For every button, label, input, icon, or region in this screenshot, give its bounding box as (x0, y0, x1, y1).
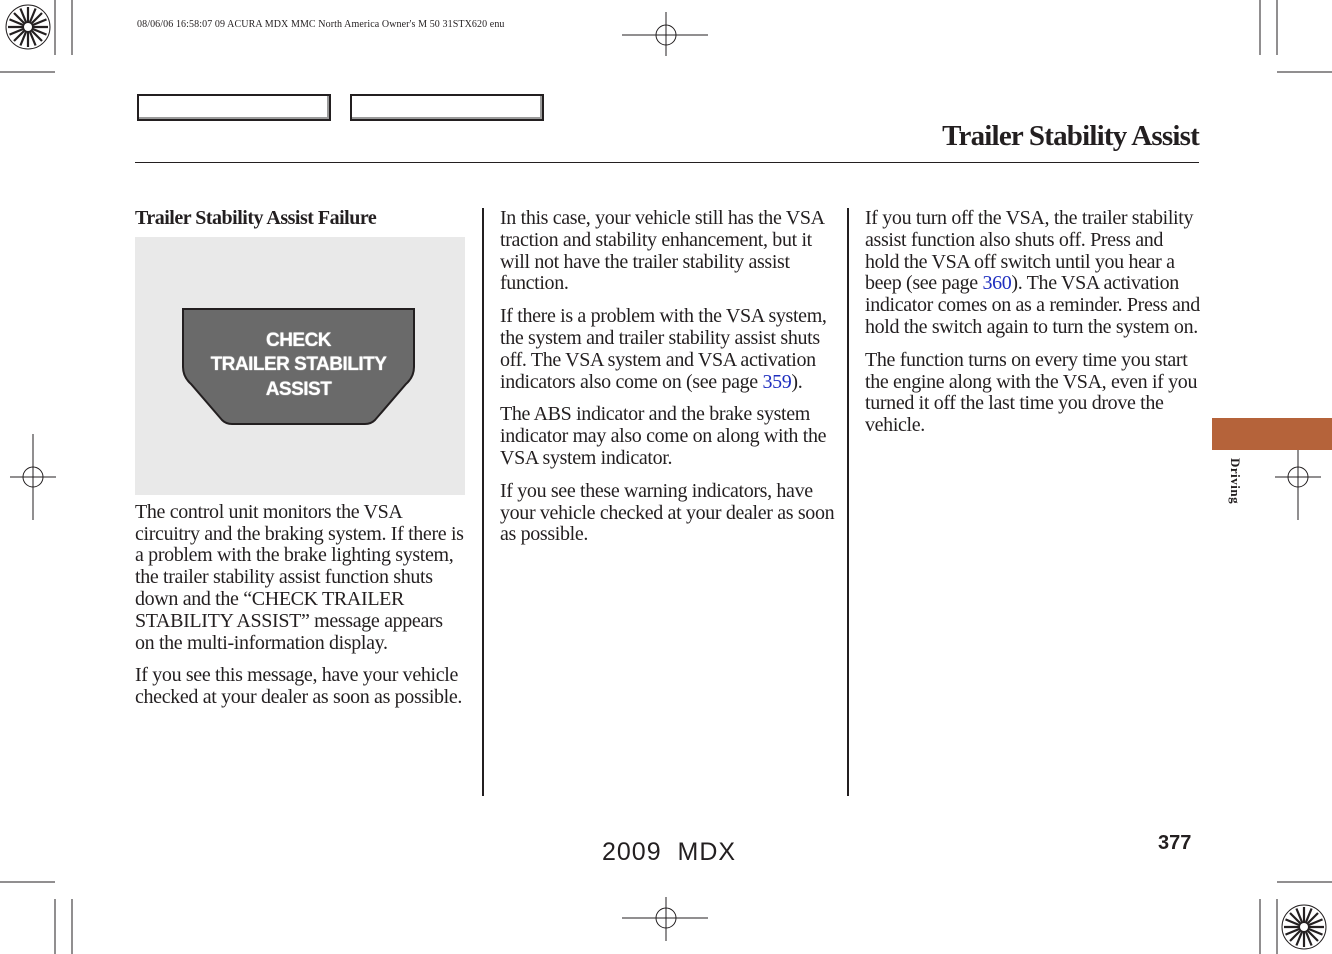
paragraph: If there is a problem with the VSA system, the system and trailer stability assist shuts off. The VSA system and VSA activation indicators also come on (see page 359). (500, 305, 827, 393)
registration-mark-top (622, 12, 708, 56)
starburst-mark-bottom-right (1282, 905, 1326, 949)
page-title: Trailer Stability Assist (942, 120, 1199, 152)
page-number: 377 (1158, 832, 1192, 854)
paragraph: If you see these warning indicators, have your vehicle checked at your dealer as soon as possible. (500, 479, 835, 546)
print-info: 08/06/06 16:58:07 09 ACURA MDX MMC North America Owner's M 50 31STX620 enu (137, 19, 505, 30)
paragraph: In this case, your vehicle still has the VSA traction and stability enhancement, but it will not have the trailer stability assist function. (500, 207, 824, 295)
display-figure (135, 237, 465, 495)
column-2 (500, 208, 836, 557)
paragraph: The ABS indicator and the brake system indicator may also come on along with the VSA system indicator. (500, 403, 827, 469)
display-line-2: TRAILER STABILITY (210, 354, 387, 376)
nav-button-next[interactable] (350, 94, 544, 121)
paragraph: If you see this message, have your vehicle checked at your dealer as soon as possible. (135, 664, 463, 709)
column-1 (135, 208, 465, 720)
starburst-mark-top-left (6, 5, 50, 49)
registration-mark-left (10, 434, 56, 520)
page-link-359[interactable]: 359 (762, 370, 792, 393)
column-divider (482, 208, 484, 796)
display-line-1: CHECK (265, 329, 332, 351)
display-line-3: ASSIST (265, 378, 332, 400)
column-divider (847, 208, 849, 796)
column-3 (865, 208, 1201, 448)
section-heading: Trailer Stability Assist Failure (135, 207, 377, 229)
section-tab (1212, 418, 1332, 450)
nav-button-previous[interactable] (137, 94, 331, 121)
footer-model: 2009 MDX (602, 838, 737, 866)
display-message (183, 329, 414, 403)
paragraph: If you turn off the VSA, the trailer stability assist function also shuts off. Press and hold the VSA off switch until you hear a beep (see page 360). The VSA activation indicator comes on as a reminder. Press and hold the switch again to turn the system on. (865, 207, 1200, 338)
title-rule (135, 162, 1199, 163)
section-tab-label: Driving (1228, 458, 1243, 505)
paragraph: The function turns on every time you start the engine along with the VSA, even if you turned it off the last time you drove the vehicle. (865, 348, 1198, 437)
registration-mark-bottom (622, 897, 708, 941)
paragraph: The control unit monitors the VSA circuitry and the braking system. If there is a problem with the brake lighting system, the trailer stability assist function shuts down and the “CHECK TRAILER STABILITY ASSIST” message appears on the multi-information display. (135, 500, 464, 654)
page-link-360[interactable]: 360 (982, 272, 1012, 295)
